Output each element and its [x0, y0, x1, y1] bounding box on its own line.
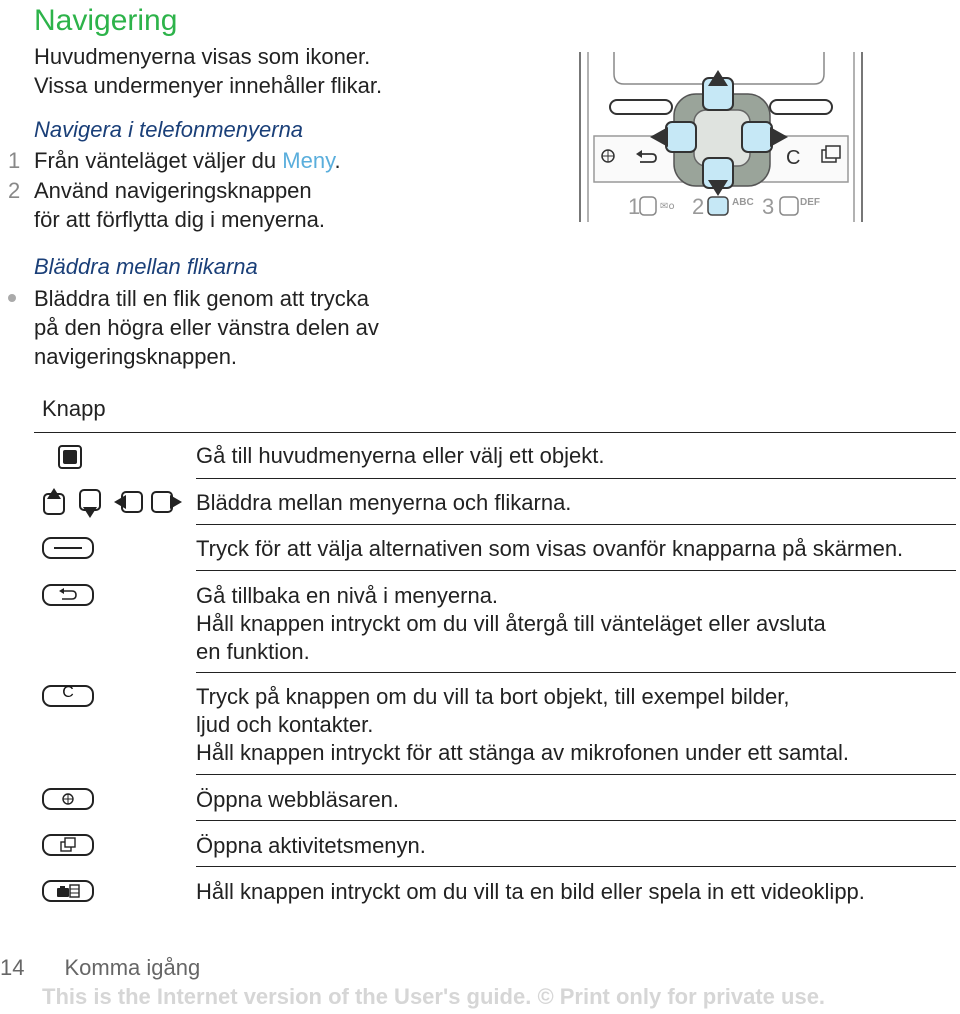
table-rule [196, 672, 956, 673]
center-key-icon [58, 445, 82, 469]
digit-3: 3 [762, 194, 775, 219]
page-title: Navigering [34, 4, 178, 37]
left-selection-key [610, 100, 672, 114]
row-text: Tryck för att välja alternativen som visas ovanför knapparna på skärmen. [196, 536, 904, 561]
page-footer [0, 955, 200, 981]
table-rule [196, 524, 956, 525]
row-text: Håll knappen intryckt för att stänga av mikrofonen under ett samtal. [196, 740, 849, 765]
keypad-illustration [576, 52, 866, 224]
section-heading-navigate: Navigera i telefonmenyerna [34, 117, 304, 142]
step-number: 1 [8, 148, 21, 173]
section-heading-tabs: Bläddra mellan flikarna [34, 254, 258, 279]
bullet-line-2: på den högra eller vänstra delen av [34, 315, 379, 340]
row-text: ljud och kontakter. [196, 712, 374, 737]
row-text: Håll knappen intryckt om du vill återgå till vänteläget eller avsluta [196, 611, 826, 636]
table-row-8 [196, 878, 865, 906]
bullet-item [34, 284, 379, 371]
step-text-line-1: Använd navigeringsknappen [34, 178, 312, 203]
step-1 [8, 146, 341, 175]
digit-2: 2 [692, 194, 705, 219]
intro [34, 42, 382, 100]
chapter-name: Komma igång [64, 955, 201, 980]
bullet-icon [8, 294, 16, 302]
bullet-line-3: navigeringsknappen. [34, 344, 238, 369]
row-text: en funktion. [196, 639, 310, 664]
digit-1: 1 [628, 194, 641, 219]
letters-abc: ABC [732, 197, 754, 208]
internet-key-icon [42, 788, 94, 810]
row-text: Gå till huvudmenyerna eller välj ett objekt. [196, 443, 605, 468]
down-arrow-icon [703, 158, 733, 196]
internet-icon [602, 150, 614, 162]
table-rule [196, 866, 956, 867]
table-rule [196, 774, 956, 775]
table-rule-top [34, 432, 956, 433]
voicemail-icon: ✉໐ [660, 201, 675, 212]
step-number: 2 [8, 178, 21, 203]
menu-link[interactable]: Meny [282, 148, 335, 173]
row-text: Gå tillbaka en nivå i menyerna. [196, 583, 499, 608]
row-text: Håll knappen intryckt om du vill ta en bild eller spela in ett videoklipp. [196, 879, 865, 904]
intro-line-2: Vissa undermenyer innehåller flikar. [34, 73, 383, 98]
letters-def: DEF [800, 197, 820, 208]
right-selection-key [770, 100, 832, 114]
disclaimer: This is the Internet version of the User's guide. © Print only for private use. [42, 984, 826, 1009]
c-key-label: C [62, 684, 74, 701]
table-row-2 [196, 489, 571, 517]
table-row-7 [196, 832, 426, 860]
table-row-3 [196, 535, 903, 563]
table-rule [196, 820, 956, 821]
camera-key-icon [42, 880, 94, 902]
up-arrow-icon [703, 70, 733, 110]
activity-key-icon [42, 834, 94, 856]
row-text: Öppna webbläsaren. [196, 787, 400, 812]
table-row-4 [196, 582, 826, 666]
step-text-line-2: för att förflytta dig i menyerna. [34, 207, 326, 232]
arrow-left-icon [114, 492, 142, 512]
step-text: Från vänteläget väljer du [34, 148, 283, 173]
intro-line-1: Huvudmenyerna visas som ikoner. [34, 44, 371, 69]
table-row-6 [196, 786, 399, 814]
row-text: Bläddra mellan menyerna och flikarna. [196, 490, 572, 515]
bullet-line-1: Bläddra till en flik genom att trycka [34, 286, 370, 311]
arrow-up-icon [44, 488, 64, 514]
page-number: 14 [0, 955, 25, 980]
row-text: Öppna aktivitetsmenyn. [196, 833, 426, 858]
back-key-icon [42, 584, 94, 606]
table-row-1 [196, 442, 604, 470]
nav-arrows-icon [42, 486, 184, 520]
table-row-5 [196, 683, 849, 767]
table-rule [196, 478, 956, 479]
table-rule [196, 570, 956, 571]
step-2 [8, 176, 326, 234]
c-key-icon [42, 685, 94, 707]
c-key-label: C [786, 147, 801, 169]
row-text: Tryck på knappen om du vill ta bort objekt, till exempel bilder, [196, 684, 790, 709]
selection-key-icon [42, 537, 94, 559]
arrow-down-icon [80, 490, 100, 518]
arrow-right-icon [152, 492, 182, 512]
step-text-end: . [334, 148, 341, 173]
table-header: Knapp [42, 396, 106, 421]
